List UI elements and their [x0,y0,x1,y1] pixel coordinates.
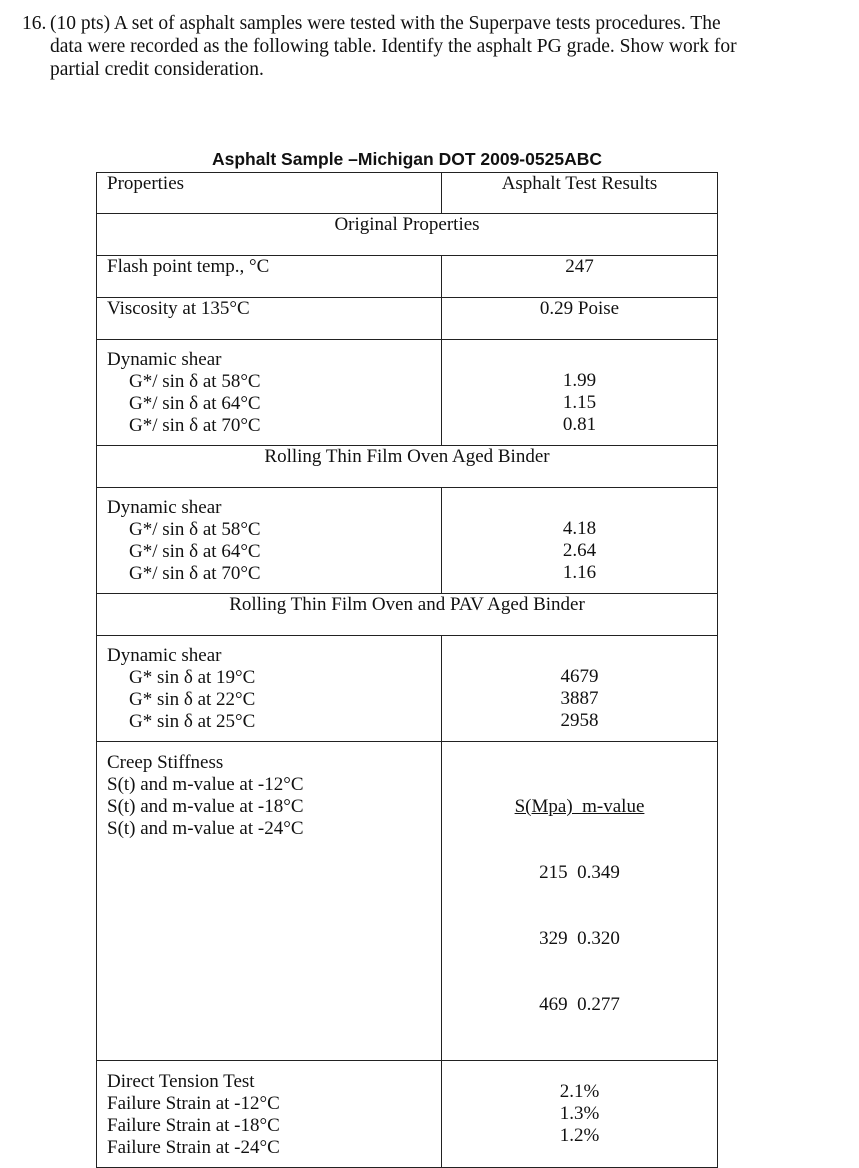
orig-dsr-value: 1.99 [562,370,597,391]
table-row [97,298,718,340]
section-original [97,214,718,256]
dtt-label: Failure Strain at -12°C [107,1093,280,1114]
header-results: Asphalt Test Results [442,173,718,214]
table-title: Asphalt Sample –Michigan DOT 2009-0525ABC [212,149,602,169]
flash-point-label: Flash point temp., °C [97,256,442,298]
table-row [97,1061,718,1168]
orig-dsr-label: G*/ sin δ at 64°C [129,393,261,414]
creep-value: 215 0.349 [539,862,620,883]
question-number: 16. [22,13,47,34]
section-title: Original Properties [97,214,718,256]
question-text [22,12,832,81]
section-title: Rolling Thin Film Oven Aged Binder [97,446,718,488]
rtfo-dsr-value: 2.64 [562,540,597,561]
table-row [97,488,718,594]
rtfo-dsr-label: G*/ sin δ at 70°C [129,563,261,584]
table-header-row [97,173,718,214]
question-line: (10 pts) A set of asphalt samples were tested with the Superpave tests procedures. The [50,13,721,34]
dtt-value: 1.2% [559,1125,600,1146]
section-title: Rolling Thin Film Oven and PAV Aged Binder [97,594,718,636]
section-rtfo [97,446,718,488]
creep-title: Creep Stiffness [107,752,224,773]
orig-dsr-value: 1.15 [562,392,597,413]
pav-dsr-label: G* sin δ at 19°C [129,667,256,688]
table-row [97,256,718,298]
pav-dsr-title: Dynamic shear [107,645,222,666]
creep-label: S(t) and m-value at -18°C [107,796,304,817]
pav-dsr-value: 2958 [560,710,599,731]
pav-dsr-label: G* sin δ at 25°C [129,711,256,732]
question-line: partial credit consideration. [50,59,264,80]
creep-label: S(t) and m-value at -24°C [107,818,304,839]
orig-dsr-value: 0.81 [562,414,597,435]
orig-dsr-title: Dynamic shear [107,349,222,370]
rtfo-dsr-title: Dynamic shear [107,497,222,518]
viscosity-value: 0.29 Poise [442,298,718,340]
dtt-title: Direct Tension Test [107,1071,255,1092]
header-properties: Properties [97,173,442,214]
orig-dsr-label: G*/ sin δ at 70°C [129,415,261,436]
asphalt-results-table [96,172,718,1168]
pav-dsr-value: 3887 [560,688,599,709]
dtt-label: Failure Strain at -18°C [107,1115,280,1136]
pav-dsr-label: G* sin δ at 22°C [129,689,256,710]
section-pav [97,594,718,636]
rtfo-dsr-label: G*/ sin δ at 58°C [129,519,261,540]
rtfo-dsr-value: 4.18 [562,518,597,539]
flash-point-value: 247 [442,256,718,298]
creep-value: 469 0.277 [539,994,620,1015]
table-row [97,340,718,446]
table-row [97,636,718,742]
pav-dsr-value: 4679 [560,666,599,687]
question-line: data were recorded as the following table. Identify the asphalt PG grade. Show work for [50,36,737,57]
rtfo-dsr-value: 1.16 [562,562,597,583]
rtfo-dsr-label: G*/ sin δ at 64°C [129,541,261,562]
creep-column-header: S(Mpa) m-value [514,796,645,817]
viscosity-label: Viscosity at 135°C [97,298,442,340]
dtt-label: Failure Strain at -24°C [107,1137,280,1158]
creep-value: 329 0.320 [539,928,620,949]
dtt-value: 2.1% [559,1081,600,1102]
orig-dsr-label: G*/ sin δ at 58°C [129,371,261,392]
table-row [97,742,718,1061]
creep-label: S(t) and m-value at -12°C [107,774,304,795]
dtt-value: 1.3% [559,1103,600,1124]
